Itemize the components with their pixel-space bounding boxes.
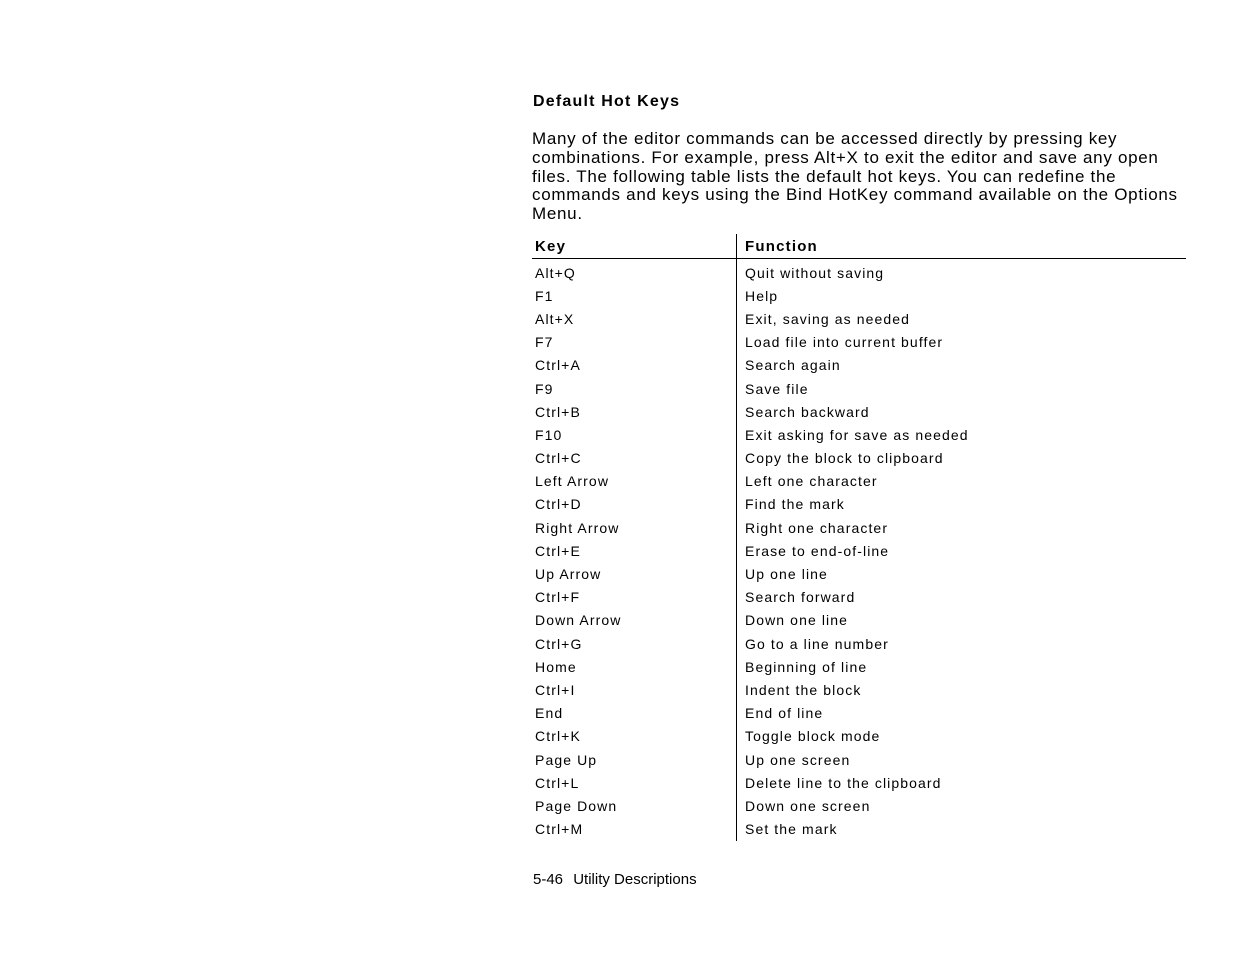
table-row [532,493,1186,516]
hotkey-key-cell: Right Arrow [535,519,620,536]
hotkey-function-cell: Right one character [737,516,1187,539]
page-footer [533,871,697,888]
table-row [532,702,1186,725]
hotkey-key-cell: F7 [535,334,554,351]
hotkey-function-cell: Exit, saving as needed [737,307,1187,330]
hotkey-function-cell: Indent the block [737,678,1187,701]
hotkey-function-cell: Beginning of line [737,655,1187,678]
key-column-header: Key [532,234,737,259]
table-row [532,725,1186,748]
hotkey-key-cell: Down Arrow [535,612,622,629]
hotkey-key-cell: Page Up [535,751,598,768]
hotkey-function-cell: Load file into current buffer [737,331,1187,354]
hotkey-function-cell: Help [737,284,1187,307]
hotkey-key-cell: Ctrl+I [535,681,576,698]
hotkey-key-cell: Ctrl+B [535,403,581,420]
hotkey-function-cell: Find the mark [737,493,1187,516]
hotkey-function-cell: Down one screen [737,794,1187,817]
table-row [532,423,1186,446]
hotkey-function-cell: Toggle block mode [737,725,1187,748]
hotkey-function-cell: Go to a line number [737,632,1187,655]
hotkey-function-cell: End of line [737,702,1187,725]
table-row [532,516,1186,539]
hotkey-key-cell: F9 [535,380,554,397]
table-row [532,307,1186,330]
table-row [532,794,1186,817]
intro-paragraph: Many of the editor commands can be accessed directly by pressing key combinations. For example, press Alt+X to exit the editor and save any open files. The following table lists the default hot keys. You can redefine the commands and keys using the Bind HotKey command available on the Options Menu. [532,129,1178,224]
table-row [532,539,1186,562]
hotkey-function-cell: Up one screen [737,748,1187,771]
hotkey-function-cell: Set the mark [737,818,1187,841]
hotkey-key-cell: Ctrl+D [535,496,582,513]
hotkey-key-cell: Ctrl+G [535,635,583,652]
hotkey-function-cell: Exit asking for save as needed [737,423,1187,446]
hotkey-key-cell: Alt+X [535,310,575,327]
hotkey-key-cell: Up Arrow [535,566,602,583]
table-row [532,470,1186,493]
table-row [532,748,1186,771]
function-column-header: Function [737,234,1187,259]
hotkey-function-cell: Left one character [737,470,1187,493]
table-row [532,377,1186,400]
hotkey-function-cell: Search again [737,354,1187,377]
hotkey-key-cell: F10 [535,426,563,443]
footer-section-title: Utility Descriptions [573,871,697,888]
hotkey-table [532,234,1186,841]
hotkey-function-cell: Search backward [737,400,1187,423]
hotkey-function-cell: Up one line [737,562,1187,585]
hotkey-key-cell: Alt+Q [535,264,576,281]
table-row [532,655,1186,678]
hotkey-key-cell: Ctrl+E [535,542,581,559]
table-row [532,609,1186,632]
table-row [532,818,1186,841]
table-row [532,447,1186,470]
hotkey-key-cell: Ctrl+A [535,357,581,374]
table-row [532,632,1186,655]
hotkey-key-cell: Ctrl+L [535,774,580,791]
table-row [532,259,1186,285]
table-row [532,586,1186,609]
hotkey-key-cell: Ctrl+C [535,450,582,467]
table-row [532,771,1186,794]
hotkey-function-cell: Delete line to the clipboard [737,771,1187,794]
hotkey-function-cell: Quit without saving [737,259,1187,285]
table-row [532,678,1186,701]
hotkey-key-cell: Ctrl+M [535,821,584,838]
hotkey-key-cell: Ctrl+K [535,728,581,745]
table-body [532,259,1186,841]
table-row [532,400,1186,423]
table-row [532,284,1186,307]
table-row [532,354,1186,377]
page-number: 5-46 [533,871,564,888]
hotkey-key-cell: Left Arrow [535,473,610,490]
hotkey-key-cell: Home [535,658,577,675]
hotkey-function-cell: Down one line [737,609,1187,632]
hotkey-key-cell: Ctrl+F [535,589,581,606]
hotkey-key-cell: F1 [535,287,554,304]
hotkey-function-cell: Search forward [737,586,1187,609]
table-header-row [532,234,1186,259]
table-header [532,234,1186,259]
hotkey-key-cell: End [535,705,564,722]
table-row [532,562,1186,585]
table-row [532,331,1186,354]
hotkey-function-cell: Copy the block to clipboard [737,447,1187,470]
hotkey-function-cell: Erase to end-of-line [737,539,1187,562]
hotkey-key-cell: Page Down [535,797,618,814]
section-heading: Default Hot Keys [533,93,681,110]
hotkey-function-cell: Save file [737,377,1187,400]
